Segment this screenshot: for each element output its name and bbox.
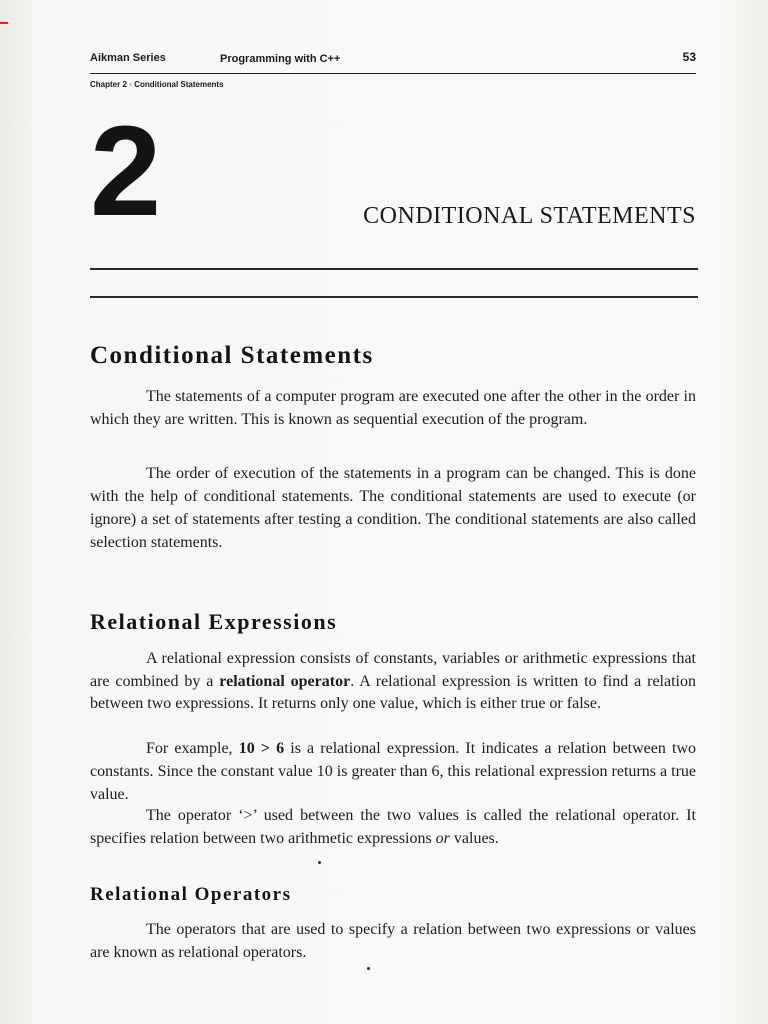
scan-mark	[0, 22, 8, 24]
speck-dot	[367, 967, 370, 970]
paragraph-sequential-execution: The statements of a computer program are executed one after the other in the order in which they are written. This is known as sequential execution of the program.	[90, 388, 696, 428]
paragraph-relational-example: For example, 10 > 6 is a relational expression. It indicates a relation between two constants. Since the constant value 10 is greater than 6, this relational expression returns a true value.	[90, 740, 697, 803]
paragraph-relational-expression-definition: A relational expression consists of constants, variables or arithmetic expressions that are combined by a relational operator. A relational expression is written to find a relation between two expressions. It returns only one value, which is either true or false.	[90, 650, 696, 712]
page-number: 53	[682, 50, 696, 64]
chapter-running-title: Chapter 2 ◦ Conditional Statements	[90, 80, 224, 89]
paragraph-relational-operator: The operator ‘>’ used between the two values is called the relational operator. It specifies relation between two arithmetic expressions or values.	[90, 807, 696, 847]
header-rule	[90, 73, 696, 74]
heading-relational-operators: Relational Operators	[90, 884, 292, 905]
speck-dot	[318, 861, 321, 864]
paragraph-conditional-statements: The order of execution of the statements in a program can be changed. This is done with the help of conditional statements. The conditional statements are used to execute (or ignore) a set of statements after testing a condition. The conditional statements are also called selection statements.	[90, 465, 696, 551]
running-header	[90, 48, 696, 68]
paragraph-relational-operators: The operators that are used to specify a relation between two expressions or values are known as relational operators.	[90, 921, 696, 961]
chapter-number: 2	[90, 100, 160, 243]
chapter-title: CONDITIONAL STATEMENTS	[363, 203, 696, 229]
chapter-rule-top	[90, 268, 698, 270]
chapter-rule-bottom	[90, 296, 698, 298]
heading-relational-expressions: Relational Expressions	[90, 609, 338, 634]
heading-conditional-statements: Conditional Statements	[90, 342, 374, 369]
book-title: Programming with C++	[220, 53, 341, 65]
series-name: Aikman Series	[90, 52, 166, 64]
